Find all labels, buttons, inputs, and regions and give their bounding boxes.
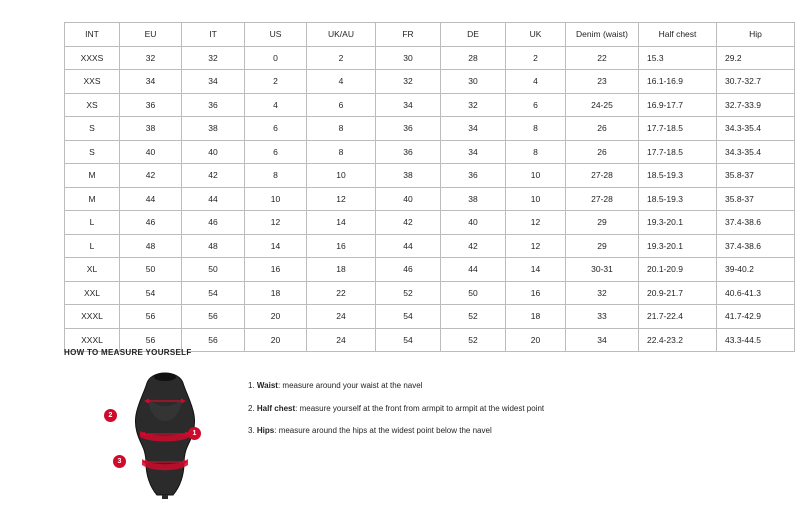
table-cell: 54 (376, 328, 441, 352)
table-cell: 54 (120, 281, 182, 305)
table-cell: 40 (441, 211, 506, 235)
table-cell: 8 (307, 117, 376, 141)
table-cell: 19.3-20.1 (639, 234, 717, 258)
measure-note (248, 404, 544, 414)
table-cell: 27-28 (566, 187, 639, 211)
table-cell: 21.7-22.4 (639, 305, 717, 329)
table-cell: 6 (506, 93, 566, 117)
table-cell: 29 (566, 211, 639, 235)
table-cell: 18.5-19.3 (639, 164, 717, 188)
table-cell: 48 (182, 234, 245, 258)
table-header-cell: US (245, 23, 307, 47)
table-cell: XS (65, 93, 120, 117)
table-cell: 39-40.2 (717, 258, 795, 282)
table-cell: 16 (506, 281, 566, 305)
table-cell: 14 (506, 258, 566, 282)
table-cell: 18.5-19.3 (639, 187, 717, 211)
table-header-cell: Hip (717, 23, 795, 47)
table-row (65, 187, 795, 211)
table-cell: 56 (182, 328, 245, 352)
table-header-cell: FR (376, 23, 441, 47)
mannequin-figure (104, 371, 224, 501)
table-cell: 32 (120, 46, 182, 70)
table-cell: 6 (307, 93, 376, 117)
table-cell: 40 (120, 140, 182, 164)
table-cell: 56 (182, 305, 245, 329)
table-row (65, 281, 795, 305)
table-cell: 34.3-35.4 (717, 117, 795, 141)
table-cell: 26 (566, 140, 639, 164)
size-conversion-table (64, 22, 795, 352)
table-cell: 32 (376, 70, 441, 94)
table-cell: 56 (120, 328, 182, 352)
measure-note (248, 381, 544, 391)
table-cell: 16 (245, 258, 307, 282)
table-cell: 27-28 (566, 164, 639, 188)
how-to-measure-body (64, 367, 764, 501)
table-cell: 35.8-37 (717, 187, 795, 211)
table-cell: 30 (376, 46, 441, 70)
table-cell: 6 (245, 140, 307, 164)
table-cell: 38 (120, 117, 182, 141)
table-cell: 43.3-44.5 (717, 328, 795, 352)
table-cell: XL (65, 258, 120, 282)
table-cell: 23 (566, 70, 639, 94)
table-cell: XXS (65, 70, 120, 94)
table-row (65, 258, 795, 282)
table-row (65, 117, 795, 141)
table-header-cell: INT (65, 23, 120, 47)
table-cell: 14 (307, 211, 376, 235)
table-cell: 12 (506, 234, 566, 258)
table-cell: 48 (120, 234, 182, 258)
table-cell: 46 (376, 258, 441, 282)
table-cell: 17.7-18.5 (639, 117, 717, 141)
table-cell: 34 (376, 93, 441, 117)
table-cell: 12 (307, 187, 376, 211)
table-cell: 28 (441, 46, 506, 70)
measure-note-text: : measure around the hips at the widest point below the navel (274, 426, 492, 436)
table-cell: 50 (182, 258, 245, 282)
measure-note-term: Half chest (256, 403, 296, 413)
table-cell: 10 (307, 164, 376, 188)
table-cell: 30-31 (566, 258, 639, 282)
table-body (65, 46, 795, 352)
table-cell: 12 (506, 211, 566, 235)
table-cell: 16 (307, 234, 376, 258)
table-cell: 4 (506, 70, 566, 94)
table-cell: 24-25 (566, 93, 639, 117)
table-header-cell: UK/AU (307, 23, 376, 47)
table-cell: 33 (566, 305, 639, 329)
table-cell: 18 (307, 258, 376, 282)
measure-badge-1: 1 (188, 427, 201, 440)
table-cell: 32.7-33.9 (717, 93, 795, 117)
table-cell: 37.4-38.6 (717, 234, 795, 258)
table-cell: 16.1-16.9 (639, 70, 717, 94)
table-cell: 44 (376, 234, 441, 258)
table-row (65, 70, 795, 94)
table-cell: 44 (120, 187, 182, 211)
table-cell: 46 (120, 211, 182, 235)
table-cell: L (65, 234, 120, 258)
table-cell: 52 (441, 328, 506, 352)
table-cell: 8 (506, 117, 566, 141)
table-row (65, 164, 795, 188)
table-cell: 42 (120, 164, 182, 188)
measure-note-text: : measure yourself at the front from armpit to armpit at the widest point (295, 403, 545, 413)
table-cell: 34 (441, 117, 506, 141)
table-cell: 2 (307, 46, 376, 70)
table-cell: 36 (182, 93, 245, 117)
table-cell: 29.2 (717, 46, 795, 70)
table-cell: 50 (441, 281, 506, 305)
table-header-cell: IT (182, 23, 245, 47)
table-row (65, 46, 795, 70)
table-cell: 4 (245, 93, 307, 117)
measure-note-term: Hips (256, 426, 275, 436)
table-header-cell: DE (441, 23, 506, 47)
table-cell: 16.9-17.7 (639, 93, 717, 117)
table-cell: 37.4-38.6 (717, 211, 795, 235)
table-cell: 44 (441, 258, 506, 282)
table-row (65, 211, 795, 235)
table-cell: 42 (441, 234, 506, 258)
table-cell: 34 (566, 328, 639, 352)
measure-note-term: Waist (256, 381, 278, 390)
table-cell: 32 (441, 93, 506, 117)
table-cell: 30 (441, 70, 506, 94)
table-cell: L (65, 211, 120, 235)
table-cell: 38 (441, 187, 506, 211)
table-cell: XXL (65, 281, 120, 305)
table-cell: 20 (245, 305, 307, 329)
table-cell: 14 (245, 234, 307, 258)
table-cell: 20 (506, 328, 566, 352)
table-header-cell: UK (506, 23, 566, 47)
table-header-cell: Half chest (639, 23, 717, 47)
table-cell: 32 (566, 281, 639, 305)
table-cell: 18 (506, 305, 566, 329)
table-cell: 24 (307, 305, 376, 329)
table-cell: 34 (120, 70, 182, 94)
table-cell: 20.9-21.7 (639, 281, 717, 305)
table-row (65, 234, 795, 258)
table-cell: S (65, 117, 120, 141)
table-cell: XXXS (65, 46, 120, 70)
table-cell: 2 (506, 46, 566, 70)
table-cell: 15.3 (639, 46, 717, 70)
measure-note-index: 3. (248, 426, 255, 436)
how-to-measure-section (64, 348, 764, 501)
table-cell: 26 (566, 117, 639, 141)
measure-note (248, 426, 544, 436)
measure-notes (248, 381, 544, 449)
table-cell: 24 (307, 328, 376, 352)
table-cell: 42 (376, 211, 441, 235)
table-cell: 40.6-41.3 (717, 281, 795, 305)
table-row (65, 93, 795, 117)
size-table-container (64, 22, 762, 352)
table-cell: 17.7-18.5 (639, 140, 717, 164)
measure-note-index: 1. (248, 381, 255, 390)
table-cell: 10 (506, 164, 566, 188)
table-cell: XXXL (65, 305, 120, 329)
how-to-measure-title: HOW TO MEASURE YOURSELF (64, 348, 192, 357)
table-cell: 46 (182, 211, 245, 235)
table-cell: 50 (120, 258, 182, 282)
table-cell: 41.7-42.9 (717, 305, 795, 329)
table-cell: 32 (182, 46, 245, 70)
table-cell: 10 (506, 187, 566, 211)
measure-note-text: : measure around your waist at the navel (277, 381, 423, 390)
table-cell: 35.8-37 (717, 164, 795, 188)
table-cell: 34 (182, 70, 245, 94)
table-cell: 34 (441, 140, 506, 164)
table-cell: 40 (376, 187, 441, 211)
table-cell: 54 (376, 305, 441, 329)
measure-note-index: 2. (248, 403, 255, 413)
table-cell: 12 (245, 211, 307, 235)
table-cell: 52 (441, 305, 506, 329)
table-cell: M (65, 187, 120, 211)
table-cell: 2 (245, 70, 307, 94)
table-header-cell: Denim (waist) (566, 23, 639, 47)
table-cell: 8 (245, 164, 307, 188)
table-cell: 22 (566, 46, 639, 70)
table-cell: 40 (182, 140, 245, 164)
table-cell: 20.1-20.9 (639, 258, 717, 282)
table-cell: 54 (182, 281, 245, 305)
table-cell: 52 (376, 281, 441, 305)
table-cell: 36 (376, 140, 441, 164)
table-cell: 0 (245, 46, 307, 70)
table-cell: 36 (376, 117, 441, 141)
table-cell: 10 (245, 187, 307, 211)
table-cell: 22.4-23.2 (639, 328, 717, 352)
table-cell: 8 (506, 140, 566, 164)
table-row (65, 305, 795, 329)
table-cell: XXXL (65, 328, 120, 352)
table-cell: S (65, 140, 120, 164)
table-cell: 29 (566, 234, 639, 258)
table-cell: 6 (245, 117, 307, 141)
table-cell: 38 (182, 117, 245, 141)
table-cell: 4 (307, 70, 376, 94)
measure-badge-2: 2 (104, 409, 117, 422)
table-cell: 22 (307, 281, 376, 305)
table-cell: 18 (245, 281, 307, 305)
table-cell: 36 (120, 93, 182, 117)
measure-badge-3: 3 (113, 455, 126, 468)
table-header-cell: EU (120, 23, 182, 47)
table-cell: 20 (245, 328, 307, 352)
table-cell: M (65, 164, 120, 188)
table-row (65, 140, 795, 164)
table-cell: 19.3-20.1 (639, 211, 717, 235)
table-cell: 36 (441, 164, 506, 188)
table-cell: 38 (376, 164, 441, 188)
table-cell: 30.7-32.7 (717, 70, 795, 94)
table-cell: 42 (182, 164, 245, 188)
table-cell: 8 (307, 140, 376, 164)
table-cell: 44 (182, 187, 245, 211)
table-header-row (65, 23, 795, 47)
table-cell: 34.3-35.4 (717, 140, 795, 164)
table-cell: 56 (120, 305, 182, 329)
